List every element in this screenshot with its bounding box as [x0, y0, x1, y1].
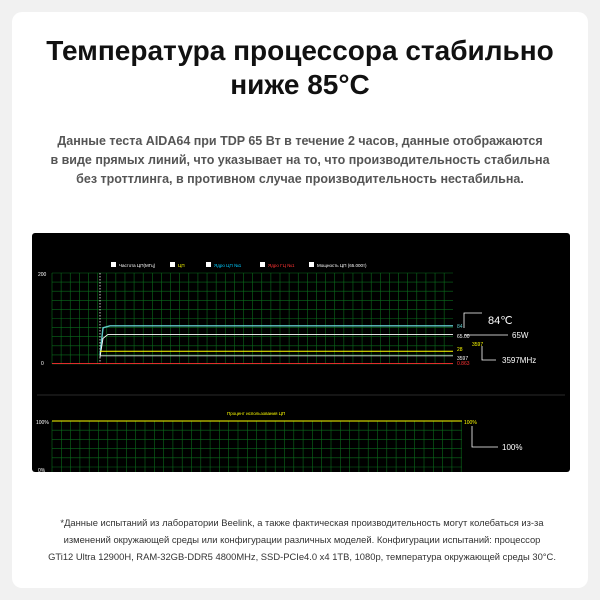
usage-graph [36, 395, 565, 472]
usage-axis-top: 100% [36, 420, 49, 426]
temp-callout: 84℃ [488, 315, 513, 327]
temp-callout-leader [464, 313, 482, 328]
product-card [12, 12, 588, 588]
usage-right-value: 100% [464, 420, 477, 426]
monitor-graphics [32, 233, 570, 472]
legend-checkbox-core1[interactable] [206, 262, 211, 267]
footnote [26, 514, 578, 565]
usage-callout: 100% [502, 443, 523, 452]
top-graph [38, 262, 536, 367]
legend-checkbox-clock[interactable] [111, 262, 116, 267]
legend-checkbox-power[interactable] [309, 262, 314, 267]
axis-bottom-label: 0 [41, 361, 44, 367]
usage-title: Процент использования ЦП [227, 411, 286, 416]
usage-axis-bottom: 0% [38, 468, 46, 472]
value-label-clock-small: 3597 [472, 342, 484, 348]
footnote-line-2: изменений окружающей среды или конфигурации различных моделей. Конфигурации испытаний: процессор [63, 534, 541, 545]
power-callout: 65W [512, 331, 529, 340]
legend-label-cpu: ЦП [178, 263, 185, 268]
value-label-clock: 3597 [457, 356, 469, 362]
usage-grid [52, 421, 462, 472]
value-label-core-temp: 84 [457, 324, 463, 330]
footnote-line-3: GTi12 Ultra 12900H, RAM-32GB-DDR5 4800MHz, SSD-PCIe4.0 x4 1TB, 1080p, температура окружающей среды 30°C. [48, 551, 556, 562]
axis-top-label: 200 [38, 272, 47, 278]
legend-label-core1: Ядро ЦП №1 [214, 263, 242, 268]
clock-callout-leader [482, 346, 496, 360]
subtitle [42, 132, 558, 189]
subtitle-line-1: Данные теста AIDA64 при TDP 65 Вт в течение 2 часов, данные отображаются [57, 134, 543, 148]
core-temp-line [100, 326, 453, 355]
legend-checkbox-cpu[interactable] [170, 262, 175, 267]
top-grid [52, 273, 453, 364]
title-line-1: Температура процессора стабильно [46, 35, 554, 66]
value-label-min: 0.863 [457, 361, 470, 367]
legend-label-power: Мощность ЦП (65.000т) [317, 263, 367, 268]
value-label-power: 65.00 [457, 334, 470, 340]
subtitle-line-3: без троттлинга, в противном случае производительность нестабильна. [76, 172, 524, 186]
value-label-cpu-temp: 28 [457, 347, 463, 353]
legend-checkbox-gc1[interactable] [260, 262, 265, 267]
clock-callout: 3597MHz [502, 356, 537, 365]
legend-label-clock: Частота ЦП(МГц) [119, 263, 156, 268]
title-line-2: ниже 85°C [230, 69, 370, 100]
footnote-line-1: *Данные испытаний из лаборатории Beelink, а также фактическая производительность могут колебаться из-за [60, 517, 544, 528]
subtitle-line-2: в виде прямых линий, что указывает на то, что производительность стабильна [50, 153, 550, 167]
legend-label-gc1: Ядро ГЦ №1 [268, 263, 295, 268]
legend [111, 262, 367, 268]
page-title [12, 34, 588, 102]
aida64-monitor-panel [32, 233, 570, 472]
usage-callout-leader [472, 426, 498, 447]
